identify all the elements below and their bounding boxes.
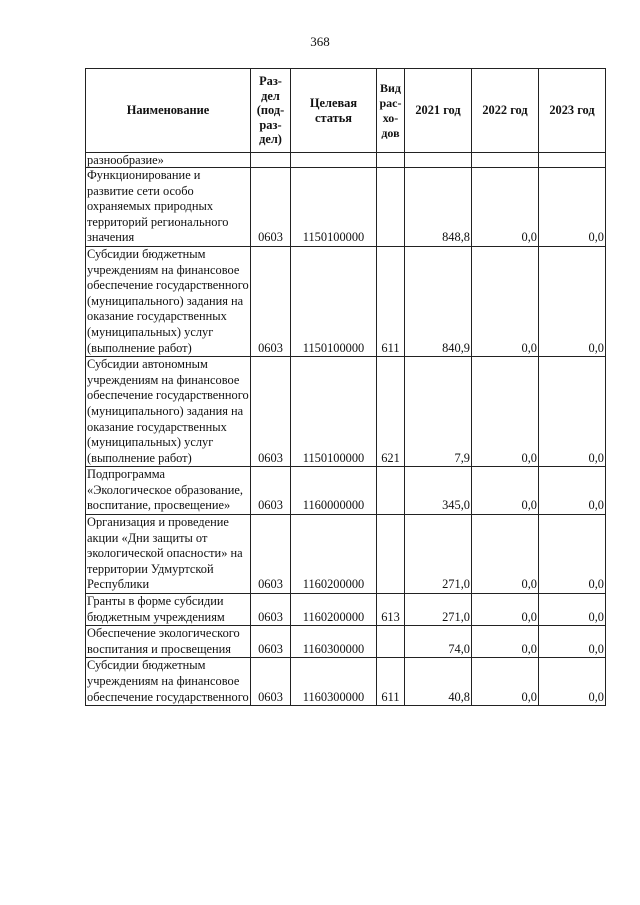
row-2022: 0,0 <box>472 168 539 247</box>
row-2021: 7,9 <box>405 357 472 467</box>
row-expense <box>377 515 405 594</box>
row-2023: 0,0 <box>539 168 606 247</box>
row-2021: 271,0 <box>405 515 472 594</box>
row-section <box>251 153 291 168</box>
header-name: Наименование <box>86 69 251 153</box>
row-2021: 74,0 <box>405 626 472 658</box>
header-2022: 2022 год <box>472 69 539 153</box>
row-2023: 0,0 <box>539 515 606 594</box>
row-2023: 0,0 <box>539 626 606 658</box>
header-section: Раз- дел (под- раз- дел) <box>251 69 291 153</box>
row-name: разнообразие» <box>86 153 251 168</box>
row-section: 0603 <box>251 626 291 658</box>
row-name: Функционирование и развитие сети особо охраняемых природных территорий регионального значения <box>86 168 251 247</box>
row-target: 1150100000 <box>291 357 377 467</box>
row-section: 0603 <box>251 246 291 356</box>
row-target <box>291 153 377 168</box>
row-name: Подпрограмма «Экологическое образование, воспитание, просвещение» <box>86 467 251 515</box>
row-2023: 0,0 <box>539 246 606 356</box>
header-2023: 2023 год <box>539 69 606 153</box>
row-expense: 621 <box>377 357 405 467</box>
page-number: 368 <box>310 34 330 49</box>
row-target: 1160200000 <box>291 594 377 626</box>
table-row <box>86 153 606 168</box>
table-row <box>86 515 606 594</box>
row-expense: 611 <box>377 246 405 356</box>
row-section: 0603 <box>251 594 291 626</box>
row-name: Субсидии бюджетным учреждениям на финансовое обеспечение государственного <box>86 658 251 706</box>
row-2022: 0,0 <box>472 467 539 515</box>
row-2023: 0,0 <box>539 357 606 467</box>
row-2022: 0,0 <box>472 594 539 626</box>
row-section: 0603 <box>251 515 291 594</box>
row-target: 1160300000 <box>291 658 377 706</box>
header-expense: Вид рас- хо- дов <box>377 69 405 153</box>
table-row <box>86 658 606 706</box>
row-target: 1150100000 <box>291 246 377 356</box>
table-row <box>86 246 606 356</box>
row-2022 <box>472 153 539 168</box>
table-row <box>86 357 606 467</box>
table-row <box>86 594 606 626</box>
row-name: Субсидии автономным учреждениям на финансовое обеспечение государственного (муниципального) задания на оказание государственных (муниципальных) услуг (выполнение работ) <box>86 357 251 467</box>
row-2022: 0,0 <box>472 357 539 467</box>
row-2021: 840,9 <box>405 246 472 356</box>
row-section: 0603 <box>251 658 291 706</box>
row-expense <box>377 467 405 515</box>
row-target: 1160000000 <box>291 467 377 515</box>
row-expense <box>377 168 405 247</box>
header-target: Целевая статья <box>291 69 377 153</box>
table-row <box>86 467 606 515</box>
row-section: 0603 <box>251 467 291 515</box>
row-section: 0603 <box>251 168 291 247</box>
row-2023: 0,0 <box>539 594 606 626</box>
row-expense: 613 <box>377 594 405 626</box>
row-expense <box>377 153 405 168</box>
row-target: 1160200000 <box>291 515 377 594</box>
row-2023: 0,0 <box>539 658 606 706</box>
row-2021: 40,8 <box>405 658 472 706</box>
table-header-row <box>86 69 606 153</box>
row-section: 0603 <box>251 357 291 467</box>
row-2021: 271,0 <box>405 594 472 626</box>
row-expense <box>377 626 405 658</box>
table-row <box>86 168 606 247</box>
row-name: Гранты в форме субсидии бюджетным учреждениям <box>86 594 251 626</box>
row-name: Организация и проведение акции «Дни защиты от экологической опасности» на территории Удмуртской Республики <box>86 515 251 594</box>
row-target: 1150100000 <box>291 168 377 247</box>
row-2022: 0,0 <box>472 626 539 658</box>
row-2022: 0,0 <box>472 658 539 706</box>
row-2022: 0,0 <box>472 246 539 356</box>
budget-table <box>85 68 606 706</box>
row-name: Обеспечение экологического воспитания и просвещения <box>86 626 251 658</box>
row-expense: 611 <box>377 658 405 706</box>
row-2022: 0,0 <box>472 515 539 594</box>
row-2021: 848,8 <box>405 168 472 247</box>
table-row <box>86 626 606 658</box>
row-2023: 0,0 <box>539 467 606 515</box>
row-2023 <box>539 153 606 168</box>
row-target: 1160300000 <box>291 626 377 658</box>
row-name: Субсидии бюджетным учреждениям на финансовое обеспечение государственного (муниципального) задания на оказание государственных (муниципальных) услуг (выполнение работ) <box>86 246 251 356</box>
row-2021: 345,0 <box>405 467 472 515</box>
row-2021 <box>405 153 472 168</box>
header-2021: 2021 год <box>405 69 472 153</box>
